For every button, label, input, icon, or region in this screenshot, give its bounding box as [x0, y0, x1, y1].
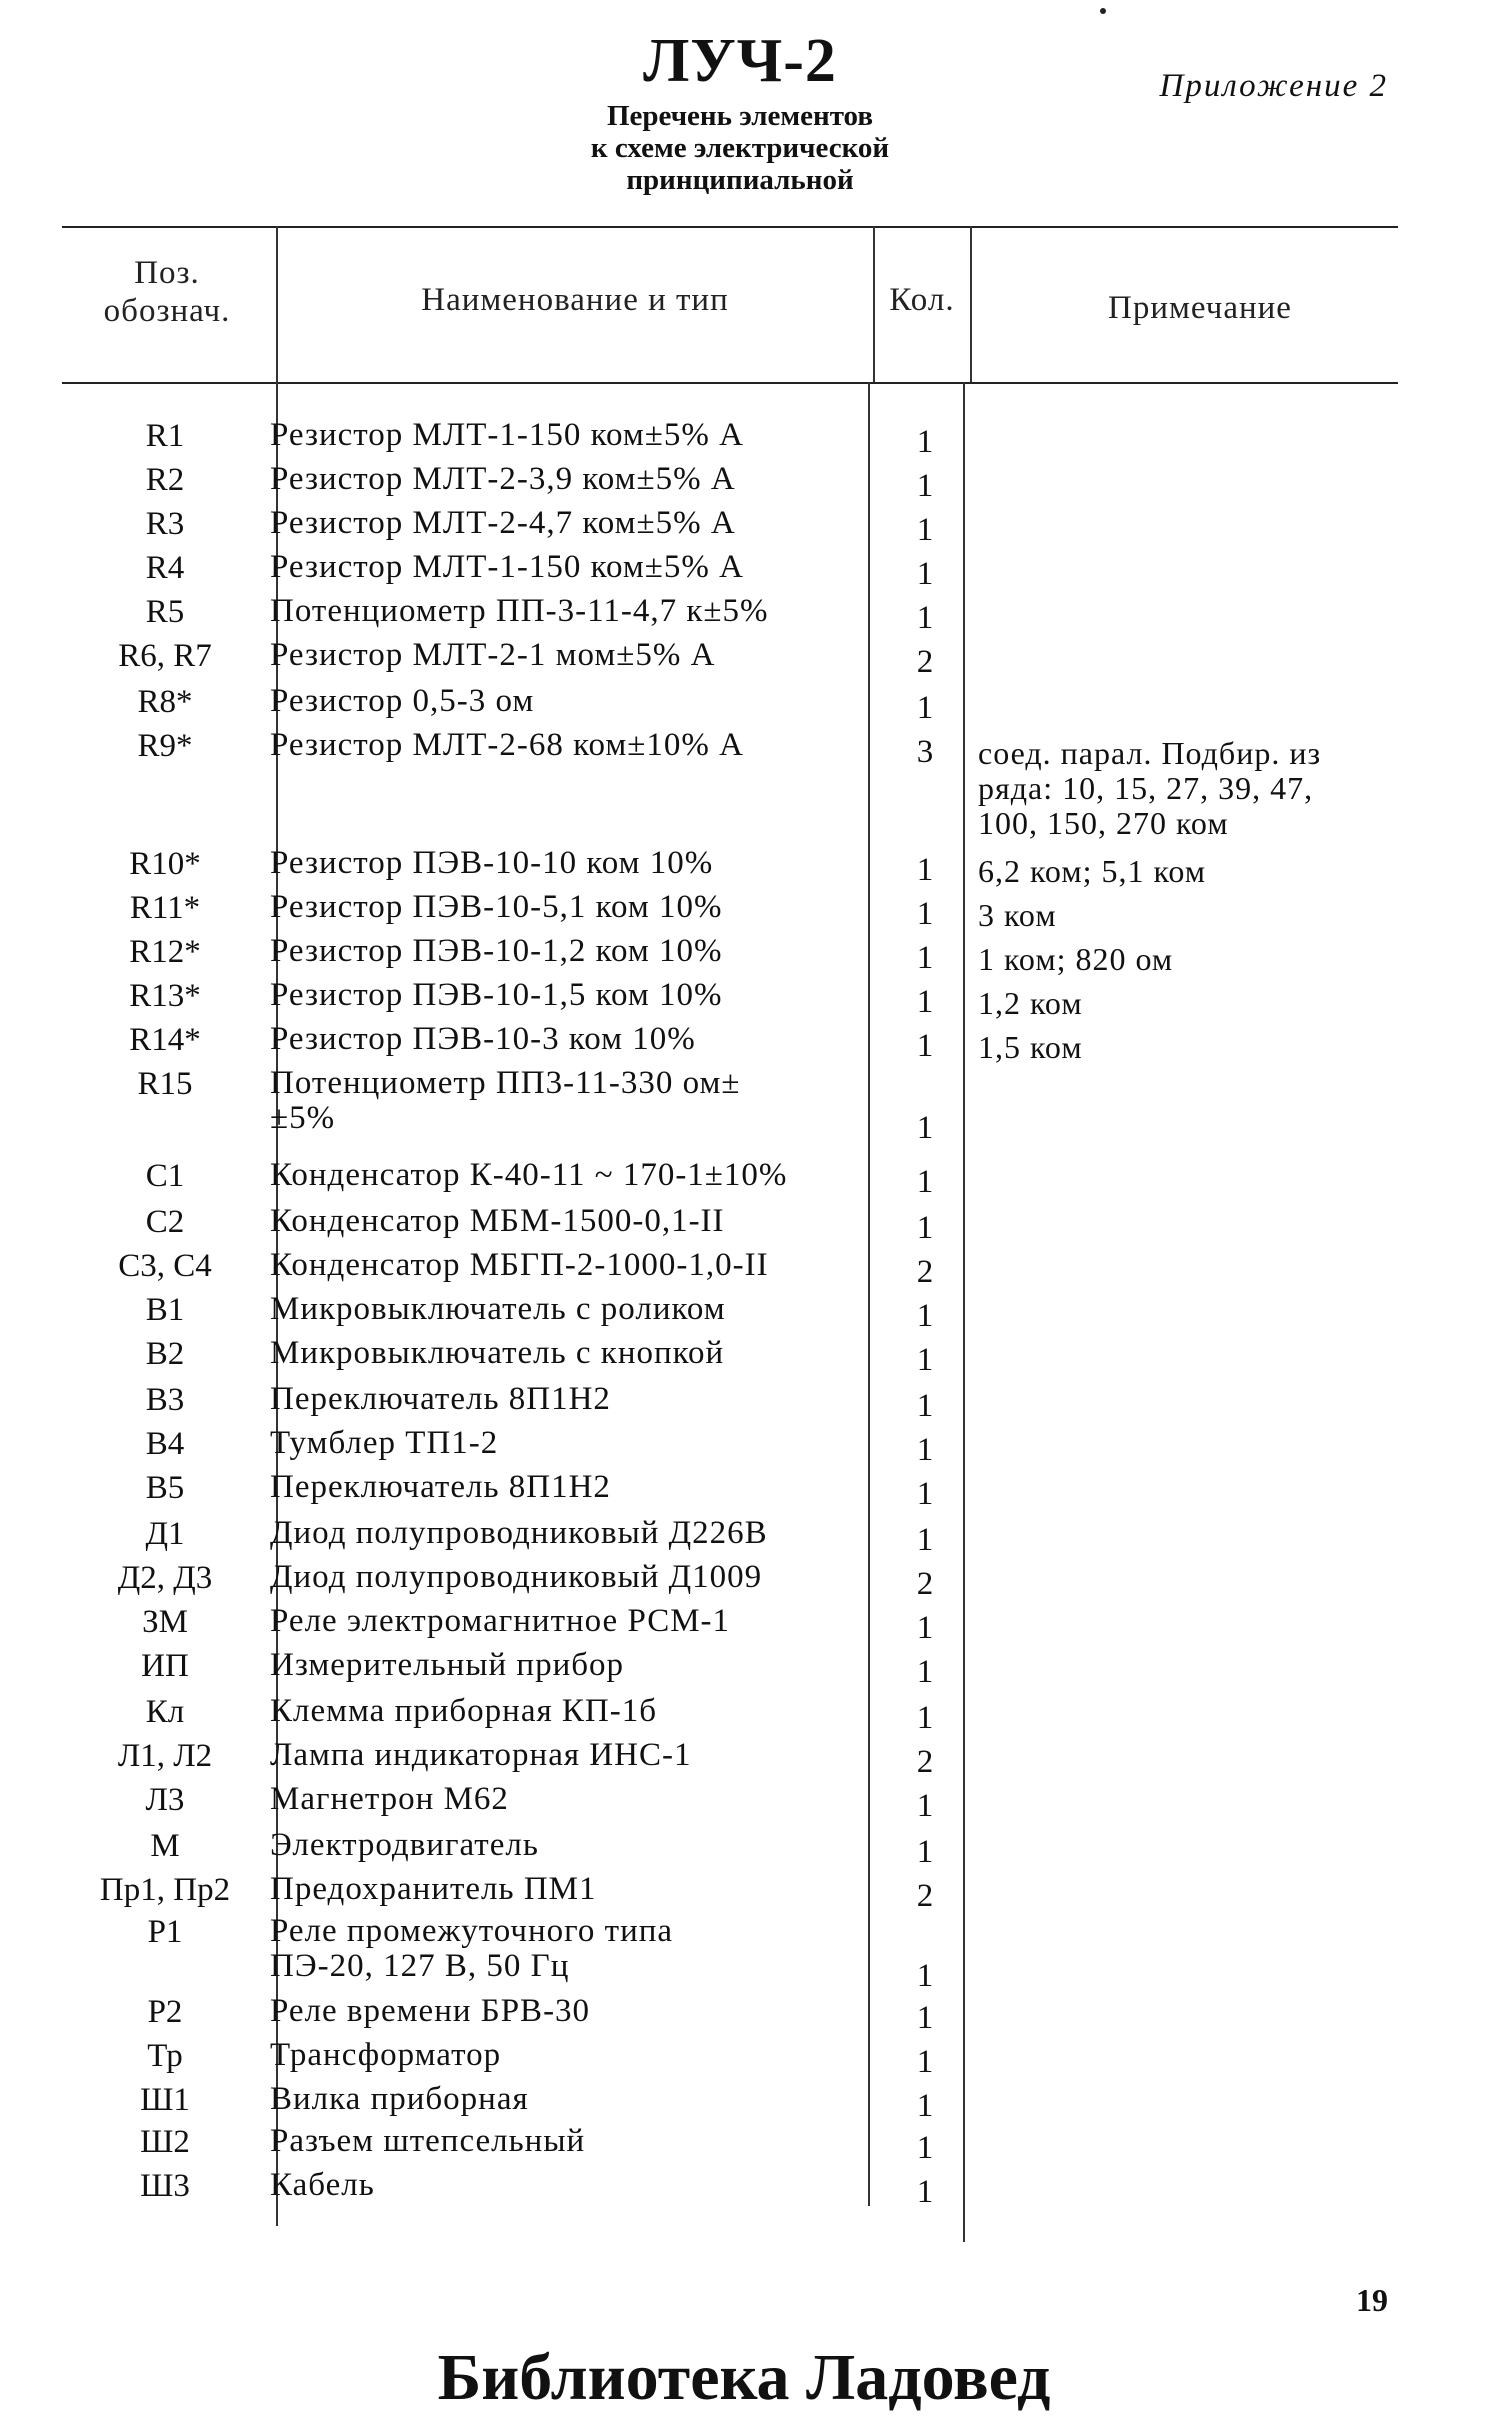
name-line: Резистор ПЭВ-10-3 ком 10%	[270, 1021, 696, 1057]
row-name-type	[270, 1648, 880, 1683]
row-note	[978, 1030, 1418, 1065]
row-quantity: 1	[916, 2088, 934, 2124]
row-name-type	[270, 2038, 880, 2073]
row-name-type	[270, 728, 880, 763]
row-position-code: R14*	[129, 1022, 201, 1058]
row-position-code: Д1	[145, 1516, 185, 1552]
row-name-type	[270, 1158, 880, 1193]
note-line: 6,2 ком; 5,1 ком	[978, 853, 1207, 889]
row-position-code: Ш1	[140, 2082, 190, 2118]
row-quantity: 1	[916, 600, 934, 636]
row-quantity: 1	[916, 1788, 934, 1824]
name-line: Резистор МЛТ-2-68 ком±10% А	[270, 727, 744, 763]
row-position-code: Тр	[147, 2038, 183, 2074]
row-name-type	[270, 1694, 880, 1729]
name-line: Переключатель 8П1Н2	[270, 1469, 611, 1505]
name-line: Трансформатор	[270, 2037, 502, 2073]
row-name-type	[270, 2168, 880, 2203]
name-line: Резистор МЛТ-2-4,7 ком±5% А	[270, 505, 736, 541]
row-name-type	[270, 2082, 880, 2117]
column-header-quantity: Кол.	[889, 282, 955, 318]
name-line: Электродвигатель	[270, 1827, 539, 1863]
row-position-code: R3	[145, 506, 185, 542]
row-name-type	[270, 1066, 880, 1136]
row-name-type	[270, 638, 880, 673]
row-position-code: R10*	[129, 846, 201, 882]
row-quantity: 1	[916, 512, 934, 548]
subtitle-line: к схеме электрической	[590, 132, 890, 164]
row-quantity: 1	[916, 1210, 934, 1246]
row-position-code: Ш3	[140, 2168, 190, 2204]
name-line: Кабель	[270, 2167, 375, 2203]
row-quantity: 1	[916, 984, 934, 1020]
row-quantity: 1	[916, 1522, 934, 1558]
row-position-code: C3, C4	[118, 1248, 212, 1284]
row-quantity: 1	[916, 852, 934, 888]
row-position-code: B5	[145, 1470, 185, 1506]
row-quantity: 1	[916, 1654, 934, 1690]
row-name-type	[270, 1022, 880, 1057]
row-quantity: 1	[916, 1834, 934, 1870]
row-name-type	[270, 1336, 880, 1371]
name-line: Диод полупроводниковый Д1009	[270, 1559, 763, 1595]
row-position-code: B2	[145, 1336, 185, 1372]
row-name-type	[270, 1516, 880, 1551]
name-line: Микровыключатель с кнопкой	[270, 1335, 725, 1371]
row-name-type	[270, 1828, 880, 1863]
row-position-code: R1	[145, 418, 185, 454]
row-name-type	[270, 1560, 880, 1595]
note-line: 3 ком	[978, 897, 1057, 933]
row-quantity: 3	[916, 734, 934, 770]
name-line: Резистор ПЭВ-10-1,5 ком 10%	[270, 977, 723, 1013]
name-line: Конденсатор К-40-11 ~ 170-1±10%	[270, 1157, 788, 1193]
row-quantity: 2	[916, 1254, 934, 1290]
page-number: 19	[1356, 2282, 1388, 2318]
note-line: 100, 150, 270 ком	[978, 805, 1229, 841]
row-quantity: 2	[916, 1566, 934, 1602]
row-position-code: R9*	[137, 728, 193, 764]
note-line: 1 ком; 820 ом	[978, 941, 1174, 977]
row-name-type	[270, 934, 880, 969]
row-name-type	[270, 890, 880, 925]
name-line: Резистор 0,5-3 ом	[270, 683, 535, 719]
name-line: Конденсатор МБГП-2-1000-1,0-II	[270, 1247, 769, 1283]
row-position-code: B4	[145, 1426, 185, 1462]
name-line: Резистор МЛТ-2-3,9 ком±5% А	[270, 461, 736, 497]
row-quantity: 1	[916, 940, 934, 976]
row-position-code: B3	[145, 1382, 185, 1418]
row-quantity: 1	[916, 1700, 934, 1736]
row-position-code: R13*	[129, 978, 201, 1014]
row-position-code: Кл	[145, 1694, 185, 1730]
name-line: Конденсатор МБМ-1500-0,1-II	[270, 1203, 725, 1239]
appendix-label: Приложение 2	[1159, 68, 1388, 104]
name-line: Потенциометр ПП-3-11-4,7 к±5%	[270, 593, 769, 629]
row-name-type	[270, 594, 880, 629]
row-name-type	[270, 1292, 880, 1327]
row-name-type	[270, 1204, 880, 1239]
name-line: Разъем штепсельный	[270, 2123, 586, 2159]
name-line: Переключатель 8П1Н2	[270, 1381, 611, 1417]
row-quantity: 1	[916, 1110, 934, 1146]
row-note	[978, 854, 1418, 889]
row-name-type	[270, 1994, 880, 2029]
row-position-code: C1	[145, 1158, 185, 1194]
row-quantity: 2	[916, 1744, 934, 1780]
row-name-type	[270, 684, 880, 719]
row-position-code: Д2, Д3	[117, 1560, 213, 1596]
note-line: ряда: 10, 15, 27, 39, 47,	[978, 770, 1314, 806]
row-position-code: Р2	[147, 1994, 183, 2030]
name-line: Вилка приборная	[270, 2081, 529, 2117]
row-name-type	[270, 846, 880, 881]
row-name-type	[270, 1470, 880, 1505]
document-title: ЛУЧ-2	[643, 27, 837, 95]
row-quantity: 1	[916, 1388, 934, 1424]
name-line: ±5%	[270, 1100, 336, 1136]
header-line: обознач.	[103, 293, 231, 329]
row-quantity: 1	[916, 690, 934, 726]
note-line: 1,5 ком	[978, 1029, 1083, 1065]
row-quantity: 2	[916, 644, 934, 680]
note-line: соед. парал. Подбир. из	[978, 735, 1322, 771]
row-quantity: 1	[916, 556, 934, 592]
row-position-code: R15	[137, 1066, 193, 1102]
row-name-type	[270, 1426, 880, 1461]
row-name-type	[270, 1604, 880, 1639]
row-name-type	[270, 978, 880, 1013]
row-note	[978, 736, 1418, 841]
name-line: Реле промежуточного типа	[270, 1913, 674, 1949]
row-note	[978, 898, 1418, 933]
name-line: ПЭ-20, 127 В, 50 Гц	[270, 1948, 570, 1984]
row-position-code: R5	[145, 594, 185, 630]
row-name-type	[270, 418, 880, 453]
row-position-code: Р1	[147, 1914, 183, 1950]
name-line: Резистор ПЭВ-10-1,2 ком 10%	[270, 933, 723, 969]
name-line: Реле электромагнитное РСМ-1	[270, 1603, 731, 1639]
row-quantity: 1	[916, 1958, 934, 1994]
row-note	[978, 986, 1418, 1021]
row-position-code: C2	[145, 1204, 185, 1240]
name-line: Реле времени БРВ-30	[270, 1993, 591, 2029]
column-header-note: Примечание	[1108, 290, 1292, 326]
name-line: Резистор МЛТ-1-150 ком±5% А	[270, 549, 744, 585]
subtitle-line: принципиальной	[626, 164, 854, 196]
row-position-code: R6, R7	[118, 638, 212, 674]
row-quantity: 1	[916, 1432, 934, 1468]
row-position-code: B1	[145, 1292, 185, 1328]
row-position-code: ИП	[141, 1648, 189, 1684]
name-line: Потенциометр ПП3-11-330 ом±	[270, 1065, 741, 1101]
row-name-type	[270, 2124, 880, 2159]
row-quantity: 1	[916, 1476, 934, 1512]
row-quantity: 1	[916, 2174, 934, 2210]
row-quantity: 1	[916, 896, 934, 932]
row-position-code: Пр1, Пр2	[99, 1872, 231, 1908]
row-quantity: 1	[916, 1028, 934, 1064]
name-line: Лампа индикаторная ИНС-1	[270, 1737, 692, 1773]
row-position-code: R2	[145, 462, 185, 498]
row-quantity: 1	[916, 1342, 934, 1378]
row-name-type	[270, 1738, 880, 1773]
row-position-code: М	[150, 1828, 180, 1864]
header-line: Поз.	[134, 255, 200, 291]
row-quantity: 1	[916, 2130, 934, 2166]
row-position-code: R8*	[137, 684, 193, 720]
row-quantity: 1	[916, 424, 934, 460]
row-note	[978, 942, 1418, 977]
row-position-code: R4	[145, 550, 185, 586]
name-line: Магнетрон М62	[270, 1781, 509, 1817]
row-position-code: Ш2	[140, 2124, 190, 2160]
row-position-code: R11*	[129, 890, 201, 926]
name-line: Микровыключатель с роликом	[270, 1291, 726, 1327]
row-position-code: R12*	[129, 934, 201, 970]
row-position-code: ЗМ	[142, 1604, 188, 1640]
row-name-type	[270, 550, 880, 585]
row-name-type	[270, 506, 880, 541]
name-line: Резистор МЛТ-1-150 ком±5% А	[270, 417, 744, 453]
row-name-type	[270, 462, 880, 497]
watermark-caption: Библиотека Ладовед	[437, 2341, 1051, 2414]
row-quantity: 1	[916, 2000, 934, 2036]
name-line: Тумблер ТП1-2	[270, 1425, 499, 1461]
row-quantity: 1	[916, 2044, 934, 2080]
row-quantity: 1	[916, 1164, 934, 1200]
row-position-code: Л3	[145, 1782, 185, 1818]
row-name-type	[270, 1782, 880, 1817]
row-quantity: 2	[916, 1878, 934, 1914]
name-line: Измерительный прибор	[270, 1647, 625, 1683]
row-name-type	[270, 1914, 880, 1984]
column-header-name: Наименование и тип	[421, 282, 729, 318]
name-line: Резистор МЛТ-2-1 мом±5% А	[270, 637, 716, 673]
name-line: Резистор ПЭВ-10-10 ком 10%	[270, 845, 714, 881]
row-quantity: 1	[916, 468, 934, 504]
name-line: Предохранитель ПМ1	[270, 1871, 597, 1907]
name-line: Клемма приборная КП-1б	[270, 1693, 658, 1729]
row-quantity: 1	[916, 1610, 934, 1646]
subtitle-line: Перечень элементов	[606, 100, 873, 132]
note-line: 1,2 ком	[978, 985, 1083, 1021]
row-name-type	[270, 1382, 880, 1417]
row-position-code: Л1, Л2	[117, 1738, 213, 1774]
name-line: Диод полупроводниковый Д226В	[270, 1515, 768, 1551]
row-quantity: 1	[916, 1298, 934, 1334]
row-name-type	[270, 1248, 880, 1283]
row-name-type	[270, 1872, 880, 1907]
name-line: Резистор ПЭВ-10-5,1 ком 10%	[270, 889, 723, 925]
